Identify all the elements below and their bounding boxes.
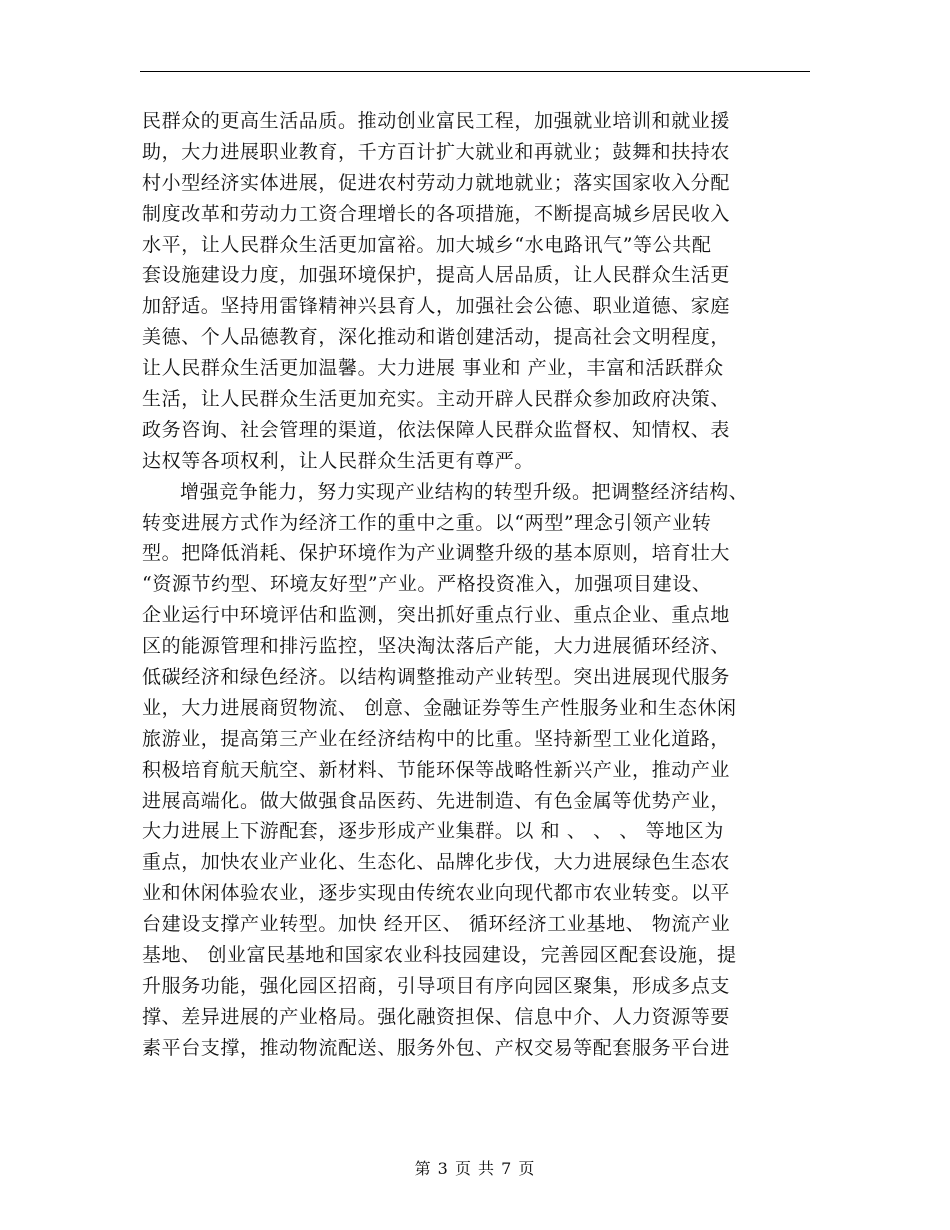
text-line: 旅游业，提高第三产业在经济结构中的比重。坚持新型工业化道路， — [142, 727, 731, 750]
text-line: 基地、 创业富民基地和国家农业科技园建设，完善园区配套设施，提 — [142, 944, 737, 967]
text-line: 大力进展上下游配套，逐步形成产业集群。以 和 、 、 、 等地区为 — [142, 820, 724, 843]
text-line: 政务咨询、社会管理的渠道，依法保障人民群众监督权、知情权、表 — [142, 418, 731, 441]
text-line: 民群众的更高生活品质。推动创业富民工程，加强就业培训和就业援 — [142, 110, 731, 132]
text-line: 让人民群众生活更加温馨。大力进展 事业和 产业，丰富和活跃群众 — [142, 357, 724, 380]
text-line: 业和休闲体验农业，逐步实现由传统农业向现代都市农业转变。以平 — [142, 882, 731, 905]
text-line: 美德、个人品德教育，深化推动和谐创建活动，提高社会文明程度， — [142, 326, 731, 349]
text-line: 进展高端化。做大做强食品医药、先进制造、有色金属等优势产业， — [142, 789, 731, 812]
text-line: 制度改革和劳动力工资合理增长的各项措施，不断提高城乡居民收入 — [142, 202, 731, 225]
paragraph-start-line: 增强竞争能力，努力实现产业结构的转型升级。把调整经济结构、 — [180, 480, 749, 503]
text-line: 台建设支撑产业转型。加快 经开区、 循环经济工业基地、 物流产业 — [142, 913, 731, 936]
text-line: 达权等各项权利，让人民群众生活更有尊严。 — [142, 449, 535, 472]
text-line: 素平台支撑，推动物流配送、服务外包、产权交易等配套服务平台进 — [142, 1036, 731, 1059]
text-line: 生活，让人民群众生活更加充实。主动开辟人民群众参加政府决策、 — [142, 388, 731, 411]
text-line: 撑、差异进展的产业格局。强化融资担保、信息中介、人力资源等要 — [142, 1005, 731, 1028]
header-rule — [140, 71, 810, 72]
text-line: 村小型经济实体进展，促进农村劳动力就地就业；落实国家收入分配 — [142, 171, 731, 194]
text-line: 企业运行中环境评估和监测，突出抓好重点行业、重点企业、重点地 — [142, 604, 731, 627]
page-number-footer: 第 3 页 共 7 页 — [414, 1159, 536, 1178]
text-line: 业，大力进展商贸物流、 创意、金融证券等生产性服务业和生态休闲 — [142, 696, 737, 719]
text-line: 加舒适。坚持用雷锋精神兴县育人，加强社会公德、职业道德、家庭 — [142, 295, 731, 318]
text-line: “资源节约型、环境友好型”产业。严格投资准入，加强项目建设、 — [142, 573, 712, 596]
text-line: 水平，让人民群众生活更加富裕。加大城乡“水电路讯气”等公共配 — [142, 233, 712, 256]
text-line: 套设施建设力度，加强环境保护，提高人居品质，让人民群众生活更 — [142, 264, 731, 287]
text-line: 积极培育航天航空、新材料、节能环保等战略性新兴产业，推动产业 — [142, 758, 731, 781]
text-line: 区的能源管理和排污监控，坚决淘汰落后产能，大力进展循环经济、 — [142, 635, 731, 658]
text-line: 型。把降低消耗、保护环境作为产业调整升级的基本原则，培育壮大 — [142, 542, 731, 565]
document-body — [142, 106, 812, 1064]
text-line: 重点，加快农业产业化、生态化、品牌化步伐，大力进展绿色生态农 — [142, 851, 731, 874]
text-line: 转变进展方式作为经济工作的重中之重。以“两型”理念引领产业转 — [142, 511, 712, 534]
text-line: 升服务功能，强化园区招商，引导项目有序向园区聚集，形成多点支 — [142, 974, 731, 997]
text-line: 低碳经济和绿色经济。以结构调整推动产业转型。突出进展现代服务 — [142, 666, 731, 689]
text-line: 助，大力进展职业教育，千方百计扩大就业和再就业；鼓舞和扶持农 — [142, 140, 731, 163]
